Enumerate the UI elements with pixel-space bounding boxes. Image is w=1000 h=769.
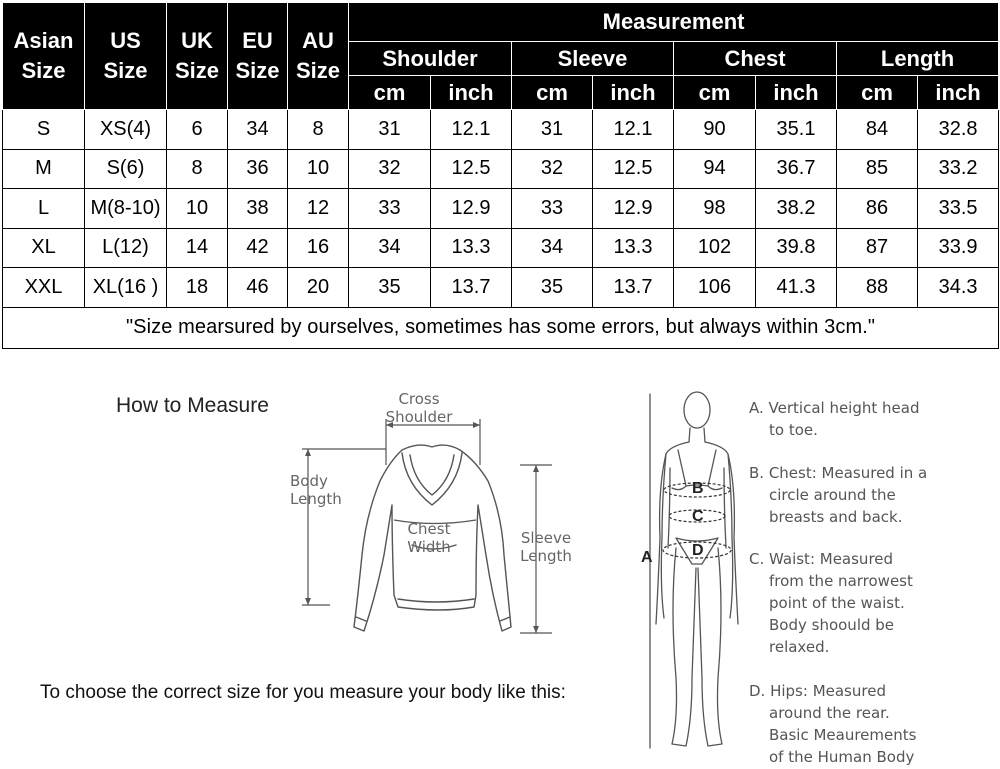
header-unit-inch: inch	[756, 76, 837, 110]
table-row	[3, 149, 999, 189]
body-letter-b: B	[692, 480, 704, 497]
header-unit-cm: cm	[512, 76, 593, 110]
size-note: "Size mearsured by ourselves, sometimes has some errors, but always within 3cm."	[3, 307, 999, 348]
table-cell: 32	[349, 149, 431, 189]
table-cell: 31	[349, 110, 431, 150]
table-row	[3, 228, 999, 268]
header-chest: Chest	[674, 42, 837, 76]
table-cell: 8	[167, 149, 228, 189]
header-sleeve: Sleeve	[512, 42, 674, 76]
table-cell: 10	[288, 149, 349, 189]
table-cell: S	[3, 110, 85, 150]
table-cell: 12.9	[593, 189, 674, 229]
table-cell: 33	[349, 189, 431, 229]
header-asian-size: Asian Size	[3, 3, 85, 110]
table-cell: XL(16 )	[85, 268, 167, 308]
header-shoulder: Shoulder	[349, 42, 512, 76]
definition-c: C. Waist: Measured from the narrowest point of the waist. Body shoould be relaxed.	[749, 550, 913, 656]
table-cell: S(6)	[85, 149, 167, 189]
table-cell: 13.3	[431, 228, 512, 268]
table-cell: 13.7	[431, 268, 512, 308]
header-unit-inch: inch	[918, 76, 999, 110]
table-cell: 20	[288, 268, 349, 308]
header-unit-cm: cm	[837, 76, 918, 110]
definition-a: A. Vertical height head to toe.	[749, 399, 920, 439]
table-row	[3, 268, 999, 308]
table-cell: 16	[288, 228, 349, 268]
size-table-body	[3, 110, 999, 349]
definition-b: B. Chest: Measured in a circle around the breasts and back.	[749, 464, 928, 526]
table-cell: 34.3	[918, 268, 999, 308]
table-row	[3, 110, 999, 150]
table-cell: XL	[3, 228, 85, 268]
table-cell: 32	[512, 149, 593, 189]
table-cell: 34	[512, 228, 593, 268]
table-cell: 84	[837, 110, 918, 150]
header-unit-cm: cm	[349, 76, 431, 110]
table-cell: 14	[167, 228, 228, 268]
table-cell: 10	[167, 189, 228, 229]
table-cell: 46	[228, 268, 288, 308]
table-cell: L(12)	[85, 228, 167, 268]
table-cell: 88	[837, 268, 918, 308]
table-cell: 36.7	[756, 149, 837, 189]
header-length: Length	[837, 42, 999, 76]
table-cell: 35	[512, 268, 593, 308]
table-cell: 85	[837, 149, 918, 189]
header-unit-inch: inch	[431, 76, 512, 110]
table-cell: XS(4)	[85, 110, 167, 150]
how-to-measure-title: How to Measure	[116, 394, 269, 417]
table-cell: 12.1	[593, 110, 674, 150]
table-cell: 35	[349, 268, 431, 308]
table-row	[3, 189, 999, 229]
table-cell: L	[3, 189, 85, 229]
header-us-size: US Size	[85, 3, 167, 110]
table-cell: 31	[512, 110, 593, 150]
table-cell: 12	[288, 189, 349, 229]
body-letter-c: C	[692, 508, 704, 525]
body-letter-a: A	[641, 549, 653, 566]
table-cell: 36	[228, 149, 288, 189]
chest-width-label: Chest Width	[407, 520, 451, 556]
table-cell: 102	[674, 228, 756, 268]
header-unit-cm: cm	[674, 76, 756, 110]
definition-d: D. Hips: Measured around the rear. Basic Meaurements of the Human Body	[749, 682, 917, 766]
table-cell: 33	[512, 189, 593, 229]
table-cell: 33.9	[918, 228, 999, 268]
table-cell: 90	[674, 110, 756, 150]
table-cell: 33.5	[918, 189, 999, 229]
body-length-label: Body Length	[290, 472, 342, 508]
header-au-size: AU Size	[288, 3, 349, 110]
table-cell: 8	[288, 110, 349, 150]
table-cell: 98	[674, 189, 756, 229]
table-cell: 13.3	[593, 228, 674, 268]
table-cell: 32.8	[918, 110, 999, 150]
sleeve-length-label: Sleeve Length	[520, 529, 572, 565]
table-cell: M(8-10)	[85, 189, 167, 229]
table-cell: 33.2	[918, 149, 999, 189]
table-cell: 12.1	[431, 110, 512, 150]
table-cell: 13.7	[593, 268, 674, 308]
table-cell: 6	[167, 110, 228, 150]
table-cell: 12.5	[593, 149, 674, 189]
size-chart-table	[2, 2, 999, 349]
table-cell: 12.9	[431, 189, 512, 229]
body-figure-icon	[640, 388, 750, 766]
table-cell: 38.2	[756, 189, 837, 229]
table-cell: 34	[349, 228, 431, 268]
table-cell: 42	[228, 228, 288, 268]
table-cell: 94	[674, 149, 756, 189]
table-cell: 12.5	[431, 149, 512, 189]
table-cell: 18	[167, 268, 228, 308]
table-cell: 38	[228, 189, 288, 229]
header-measurement: Measurement	[349, 3, 999, 42]
cross-shoulder-label: Cross Shoulder	[385, 390, 453, 426]
table-cell: 39.8	[756, 228, 837, 268]
table-cell: 35.1	[756, 110, 837, 150]
table-cell: M	[3, 149, 85, 189]
header-uk-size: UK Size	[167, 3, 228, 110]
table-cell: 34	[228, 110, 288, 150]
choose-size-instruction: To choose the correct size for you measure your body like this:	[40, 682, 566, 703]
header-eu-size: EU Size	[228, 3, 288, 110]
body-letter-d: D	[692, 542, 704, 559]
header-unit-inch: inch	[593, 76, 674, 110]
table-cell: 41.3	[756, 268, 837, 308]
table-note-row	[3, 307, 999, 348]
table-cell: XXL	[3, 268, 85, 308]
table-cell: 87	[837, 228, 918, 268]
table-cell: 86	[837, 189, 918, 229]
table-cell: 106	[674, 268, 756, 308]
